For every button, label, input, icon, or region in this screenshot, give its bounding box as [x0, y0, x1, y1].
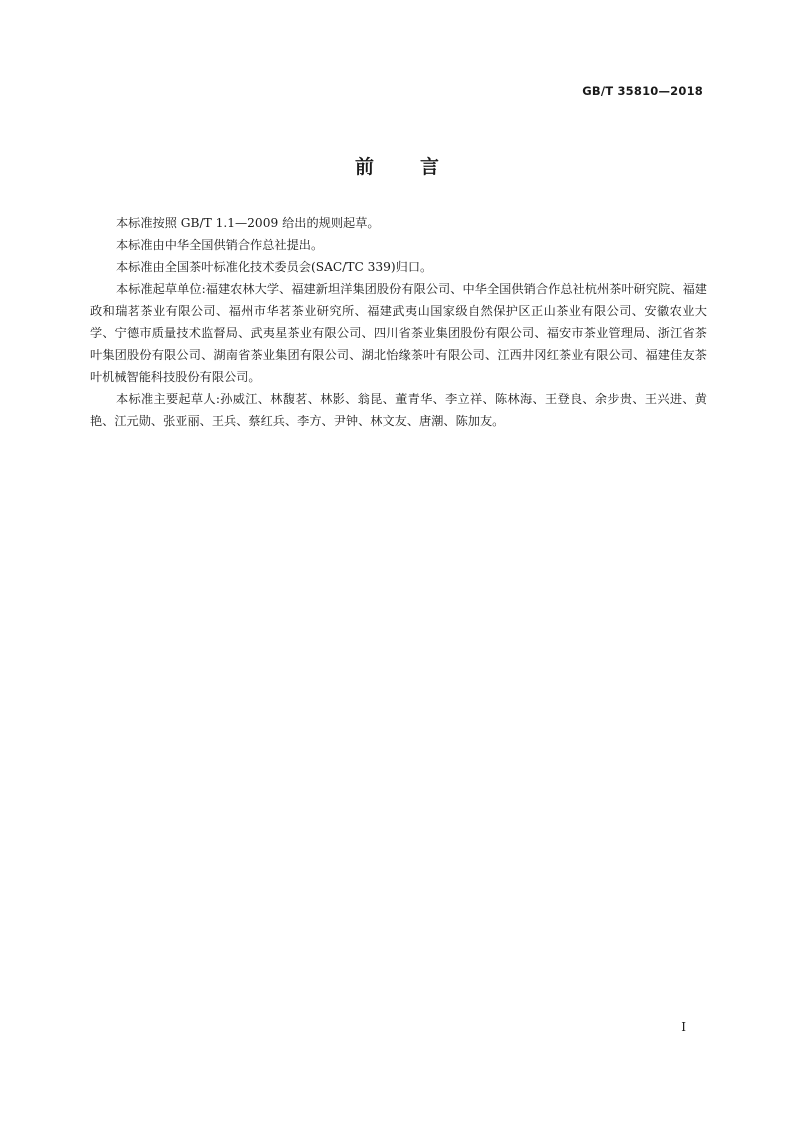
paragraph-drafters: 本标准主要起草人:孙威江、林馥茗、林影、翁昆、董青华、李立祥、陈林海、王登良、余步贵、王兴进、黄艳、江元勋、张亚丽、王兵、蔡红兵、李方、尹钟、林文友、唐潮、陈加友。 [90, 392, 707, 428]
paragraph-drafting-units: 本标准起草单位:福建农林大学、福建新坦洋集团股份有限公司、中华全国供销合作总社杭州茶叶研究院、福建政和瑞茗茶业有限公司、福州市华茗茶业研究所、福建武夷山国家级自然保护区正山茶业有限公司、安徽农业大学、宁德市质量技术监督局、武夷星茶业有限公司、四川省茶业集团股份有限公司、福安市茶业管理局、浙江省茶叶集团股份有限公司、湖南省茶业集团有限公司、湖北怡缘茶叶有限公司、江西井冈红茶业有限公司、福建佳友茶叶机械智能科技股份有限公司。 [90, 282, 707, 384]
paragraph-administrator: 本标准由全国茶叶标准化技术委员会(SAC/TC 339)归口。 [116, 260, 433, 274]
document-body [90, 212, 707, 432]
standard-number: GB/T 35810—2018 [582, 84, 703, 98]
page-number: I [681, 1020, 686, 1034]
page-title: 前言 [354, 156, 485, 178]
paragraph-proposer: 本标准由中华全国供销合作总社提出。 [116, 238, 324, 252]
paragraph-drafting-rules: 本标准按照 GB/T 1.1—2009 给出的规则起草。 [116, 216, 380, 230]
